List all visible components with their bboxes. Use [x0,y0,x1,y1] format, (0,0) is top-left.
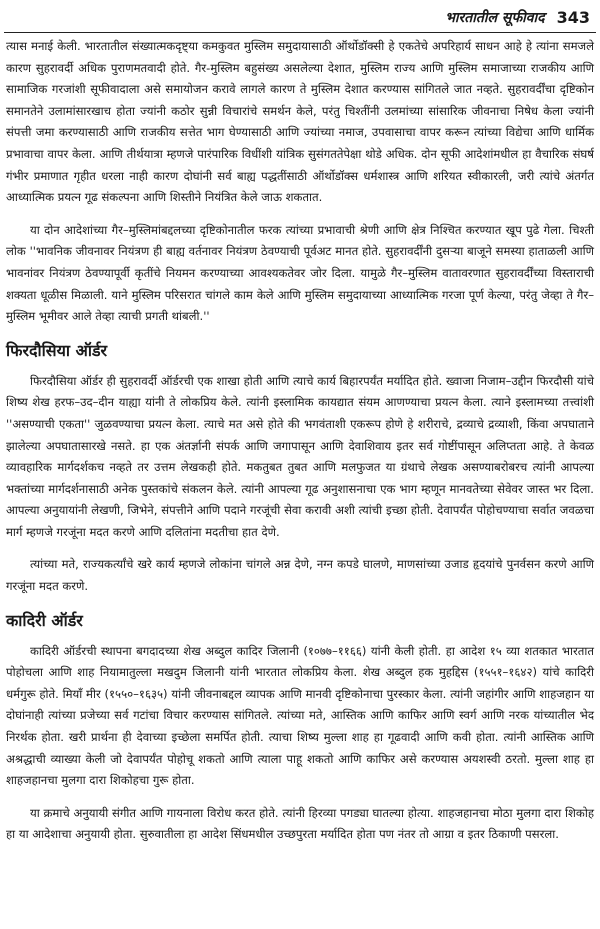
paragraph-firdausia: फिरदौसिया ऑर्डर ही सुहरावर्दी ऑर्डरची एक शाखा होती आणि त्याचे कार्य बिहारपर्यंत मर्यादित होते. ख्वाजा निजाम–उद्दीन फिरदौसी यांचे शिष्य शेख हरफ–उद–दीन याह्या यांनी ते लोकप्रिय केले. त्यांनी इस्लामिक कायद्यात संयम आणण्याचा प्रयत्न केला. त्याने इस्लामच्या तत्त्वांशी ''असण्याची एकता'' जुळवण्याचा प्रयत्न केला. त्याचे मत असे होते की भगवंताशी एकरूप होणे हे शरीराचे, द्रव्याचे द्रव्याशी, किंवा अपघाताने झालेल्या अपघातासारखे नसते. हा एक अंतर्ज्ञानी संपर्क आणि जगापासून आणि देवाशिवाय इतर सर्व गोष्टींपासून अलिप्तता आहे. ते केवळ व्यावहारिक मार्गदर्शकच नव्हते तर उत्तम लेखकही होते. मकतुबत तुबत आणि मलफुजत या ग्रंथाचे लेखक असण्याबरोबरच त्यांनी आपल्या भक्तांच्या मार्गदर्शनासाठी अनेक पुस्तकांचे संकलन केले. त्यांनी आपल्या गूढ अनुशासनाचा एक भाग म्हणून मानवतेच्या सेवेवर जास्त भर दिला. आपल्या अनुयायांनी लेखणी, जिभेने, संपत्तीने आणि पदाने गरजूंची सेवा करावी अशी त्यांची इच्छा होती. देवापर्यंत पोहोचण्याचा सर्वात जवळचा मार्ग म्हणजे गरजूंना मदत करणे आणि दलितांना मदतीचा हात देणे. [6,373,594,539]
header-rule [4,32,596,33]
section-heading-qadiri: कादिरी ऑर्डर [6,610,83,630]
page-body [6,36,594,857]
paragraph-qadiri-followers: या क्रमाचे अनुयायी संगीत आणि गायनाला विरोध करत होते. त्यांनी हिरव्या पगड्या घातल्या होत्या. शाहजहानचा मोठा मुलगा दारा शिकोह हा या आदेशाचा अनुयायी होता. सुरुवातीला हा आदेश सिंधमधील उच्छपुरता मर्यादित होता पण नंतर तो आग्रा व इतर ठिकाणी पसरला. [6,805,594,842]
running-title: भारतातील सूफीवाद [445,9,545,26]
section-heading-firdausia: फिरदौसिया ऑर्डर [6,340,108,360]
paragraph-continuation: त्यास मनाई केली. भारतातील संख्यात्मकदृष्ट्या कमकुवत मुस्लिम समुदायासाठी ऑर्थोडॉक्सी हे एकतेचे अपरिहार्य साधन आहे हे त्यांना समजले कारण सुहरावर्दी अधिक पुराणमतवादी होते. गैर-मुस्लिम बहुसंख्य असलेल्या देशात, मुस्लिम राज्य आणि मुस्लिम समाजाच्या राजकीय आणि सामाजिक गरजांशी सूफीवादाला असे समायोजन करावे लागले कारण ते मुस्लिम देशात करण्यास सांगितले जात नव्हते. सुहरावर्दींचा दृष्टिकोन समानतेने उलामांसारखाच होता ज्यांनी कठोर सुन्नी विचारांचे समर्थन केले, परंतु चिश्तींनी उलमांच्या सांसारिक जीवनाचा निषेध केला ज्यांनी संपत्ती जमा करण्यासाठी आणि राजकीय सत्तेत भाग घेण्यासाठी आणि ज्यांच्या नमाज, उपवासाचा वापर करून त्यांच्या विद्येचा आणि धार्मिक प्रभावाचा वापर केला. आणि तीर्थयात्रा म्हणजे पारंपारिक विधींशी यांत्रिक सुसंगततेपेक्षा थोडे अधिक. दोन सूफी आदेशांमधील हा वैचारिक संघर्ष गंभीर प्रमाणात गृहीत धरला नाही कारण दोघांनी सर्व बाह्य पद्धतींसाठी ऑर्थोडॉक्स धर्मशास्त्र आणि शरियत स्वीकारली, जरी त्यांचे अंतर्गत आध्यात्मिक प्रयत्न गूढ संकल्पना आणि शिस्तीने नियंत्रित केले जाऊ शकतात. [6,39,594,205]
page-number: 343 [556,7,590,27]
paragraph-qadiri: कादिरी ऑर्डरची स्थापना बगदादच्या शेख अब्दुल कादिर जिलानी (१०७७–११६६) यांनी केली होती. हा आदेश १५ व्या शतकात भारतात पोहोचला आणि शाह नियामातुल्ला मखदुम जिलानी यांनी भारतात लोकप्रिय केला. शेख अब्दुल हक मुहद्दिस (१५५१–१६४२) यांचे कादिरी धर्मगुरू होते. मियाँ मीर (१५५०–१६३५) यांनी जीवनाबद्दल व्यापक आणि मानवी दृष्टिकोनाचा पुरस्कार केला. त्यांनी जहांगीर आणि शाहजहान या दोघांनाही त्यांच्या प्रजेच्या सर्व गटांचा विचार करण्यास सांगितले. त्यांच्या मते, आस्तिक आणि काफिर आणि स्वर्ग आणि नरक यांच्यातील भेद निरर्थक होता. खरी प्रार्थना ही देवाच्या इच्छेला समर्पित होती. त्याचा शिष्य मुल्ला शाह हा गूढवादी आणि कवी होता. त्यांनी आस्तिक आणि अश्रद्धाची व्याख्या केली जो देवापर्यंत पोहोचू शकतो आणि त्याला पाहू शकतो आणि काफिर असे करण्यास अयशस्वी ठरतो. मुल्ला शाह हा शाहजहानचा मुलगा दारा शिकोहचा गुरू होता. [6,643,594,788]
paragraph-rulers-duty: त्यांच्या मते, राज्यकर्त्यांचे खरे कार्य म्हणजे लोकांना चांगले अन्न देणे, नग्न कपडे घालणे, माणसांच्या उजाड हृदयांचे पुनर्वसन करणे आणि गरजूंना मदत करणे. [6,557,594,594]
running-header [445,4,590,30]
paragraph-attitude-difference: या दोन आदेशांच्या गैर–मुस्लिमांबद्दलच्या दृष्टिकोनातील फरक त्यांच्या प्रभावाची श्रेणी आणि क्षेत्र निश्चित करण्यात खूप पुढे गेला. चिश्ती लोक ''भावनिक जीवनावर नियंत्रण ही बाह्य वर्तनावर नियंत्रण ठेवण्याची पूर्वअट मानत होते. सुहरावर्दींनी दुसऱ्या बाजूने समस्या हाताळली आणि भावनांवर नियंत्रण ठेवण्यापूर्वी कृतींचे नियमन करण्याच्या आवश्यकतेवर जोर दिला. यामुळे गैर–मुस्लिम वातावरणात सुहरावर्दींच्या विस्ताराची शक्यता धूळीस मिळाली. याने मुस्लिम परिसरात चांगले काम केले आणि मुस्लिम समुदायाच्या आध्यात्मिक गरजा पूर्ण केल्या, परंतु जेव्हा ते गैर–मुस्लिम भूमीवर आले तेव्हा त्याची प्रगती थांबली.'' [6,222,594,324]
